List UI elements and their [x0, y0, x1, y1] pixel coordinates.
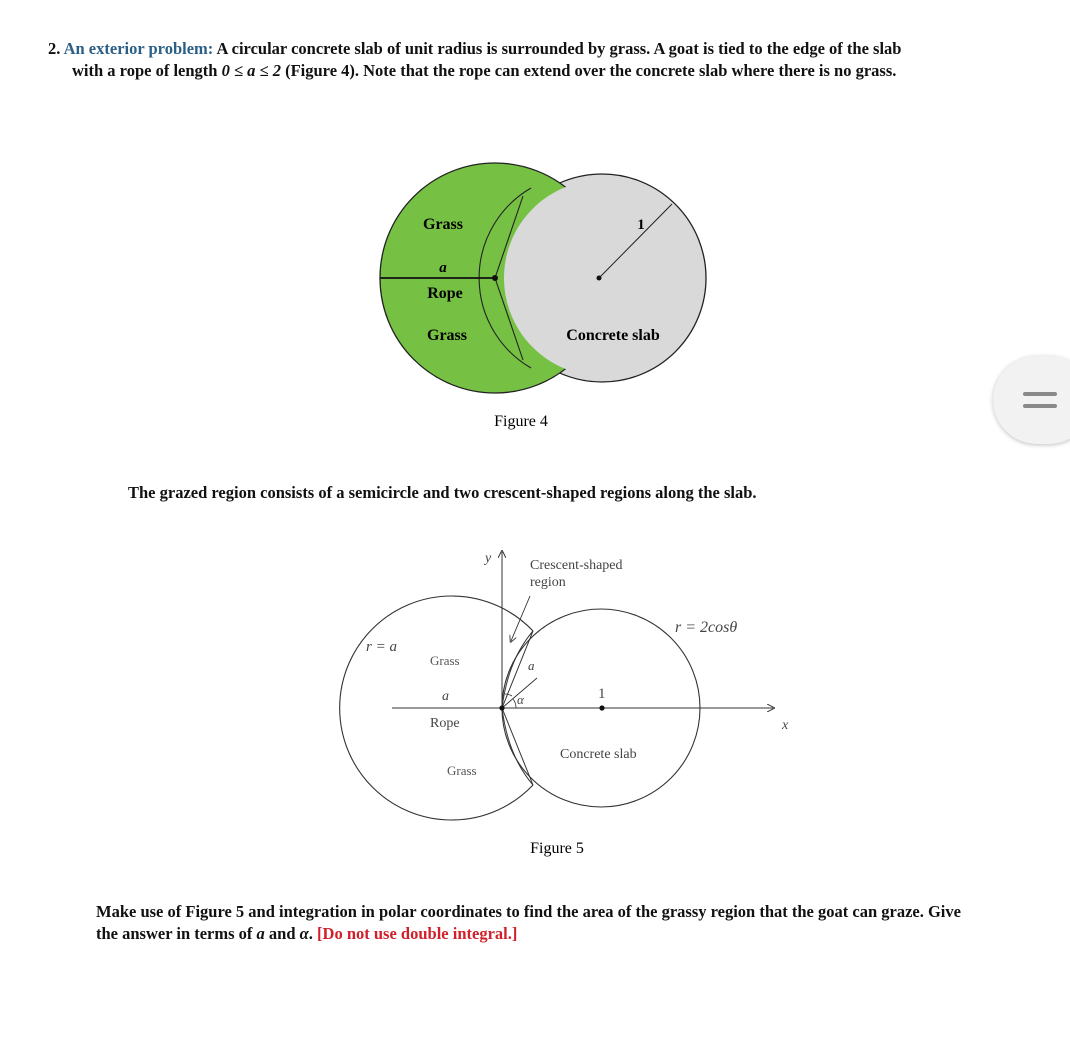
menu-icon-bar-top: [1023, 392, 1057, 396]
alpha-arc: [513, 699, 516, 708]
problem-line-2-text-b: (Figure 4). Note that the rope can extend over the concrete slab where there is no grass.: [280, 61, 897, 80]
final-dot: .: [308, 924, 318, 943]
problem-number: 2.: [48, 39, 61, 58]
fig4-radius-label: 1: [637, 217, 645, 233]
rope-chord-bottom: [502, 708, 533, 785]
no-double-integral-warning: [Do not use double integral.]: [317, 924, 518, 943]
center-point-1: [599, 705, 604, 710]
final-and: and: [264, 924, 300, 943]
crescent-pointer: [511, 596, 530, 641]
fig4-grass-top: Grass: [423, 216, 463, 233]
fig5-alpha: α: [517, 692, 524, 707]
crescent-label-line-2: region: [530, 575, 566, 590]
final-line-1: Make use of Figure 5 and integration in polar coordinates to find the area of the grassy region that the goat can graze. Give: [96, 902, 961, 921]
final-line-2: [96, 923, 1046, 945]
problem-line-1-text: A circular concrete slab of unit radius is surrounded by grass. A goat is tied to the edge of the slab: [216, 39, 902, 58]
fig4-grass-bottom: Grass: [427, 327, 467, 344]
fig5-a-small: a: [528, 658, 535, 673]
rope-length-range: 0 ≤ a ≤ 2: [221, 61, 281, 80]
angle-arc-small: [505, 694, 512, 696]
final-line-2-text: the answer in terms of: [96, 924, 257, 943]
final-var-alpha: α: [299, 924, 309, 943]
fig5-caption: Figure 5: [530, 840, 584, 857]
fig4-caption: Figure 4: [494, 413, 548, 430]
x-axis-label: x: [782, 718, 789, 733]
fig4-rope-label: Rope: [427, 285, 463, 302]
fig5-rope-label: Rope: [430, 716, 460, 731]
polar-equation-label: r = 2cosθ: [675, 619, 738, 636]
final-instruction: [96, 901, 1046, 945]
fig4-slab-label: Concrete slab: [566, 327, 660, 344]
problem-title: An exterior problem:: [63, 39, 214, 58]
origin-point: [499, 705, 504, 710]
fig5-slab-label: Concrete slab: [560, 747, 637, 762]
r-equals-a-label: r = a: [366, 639, 397, 655]
fig5-grass-bottom: Grass: [447, 763, 477, 778]
crescent-label-line-1: Crescent-shaped: [530, 558, 623, 573]
fig5-grass-top: Grass: [430, 653, 460, 668]
fig5-one-label: 1: [598, 686, 606, 702]
problem-line-2-text-a: with a rope of length: [72, 61, 222, 80]
fig5-rope-symbol: a: [442, 689, 449, 704]
y-axis-label: y: [485, 551, 492, 566]
grazed-region-description: The grazed region consists of a semicircle and two crescent-shaped regions along the slab.: [128, 483, 757, 502]
menu-icon-bar-bottom: [1023, 404, 1057, 408]
final-var-a: a: [256, 924, 265, 943]
fig4-rope-symbol: a: [439, 260, 447, 276]
